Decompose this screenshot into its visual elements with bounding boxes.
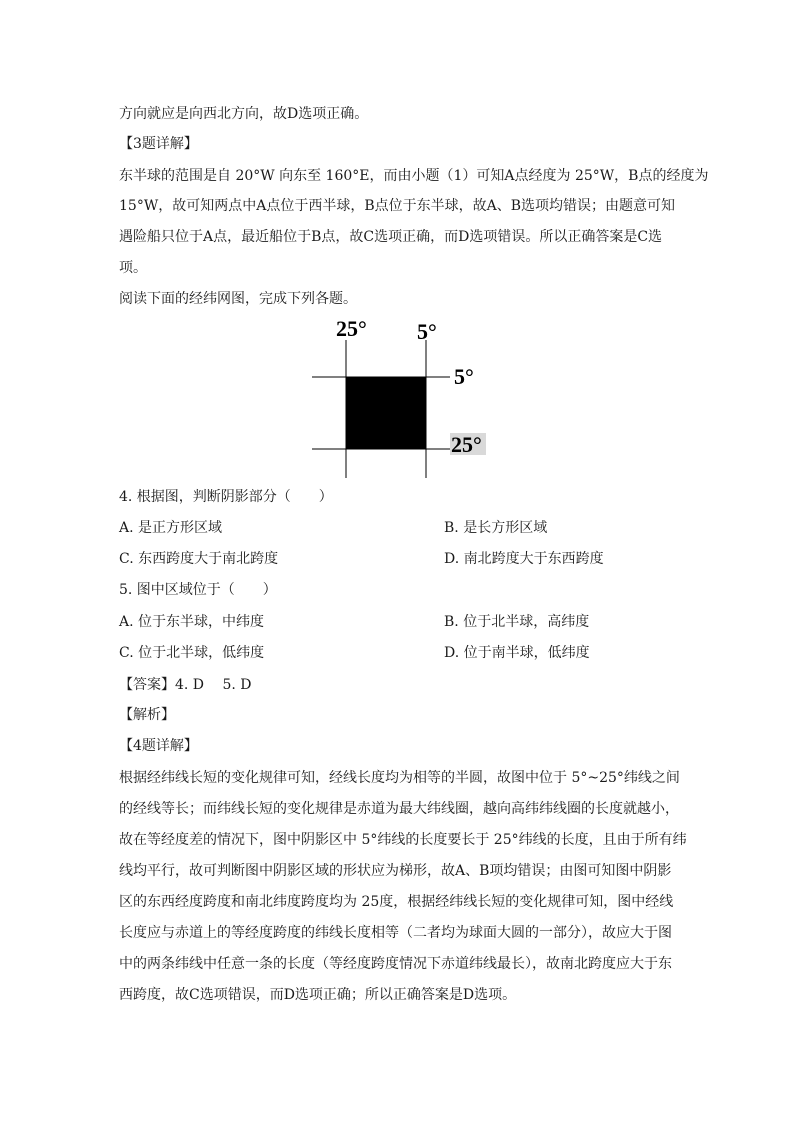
analysis-line: 线均平行，故可判断图中阴影区域的形状应为梯形，故A、B项均错误；由图可知图中阴影 (119, 863, 672, 879)
text-line: 遇险船只位于A点，最近船位于B点，故C选项正确，而D选项错误。所以正确答案是C选 (119, 229, 663, 245)
q4-option-c: C. 东西跨度大于南北跨度 (119, 551, 279, 567)
q4-option-a: A. 是正方形区域 (119, 520, 223, 536)
lon-right-label: 5° (417, 319, 437, 344)
analysis-line: 根据经纬线长短的变化规律可知，经线长度均为相等的半圆，故图中位于 5°~25°纬线之间 (119, 770, 680, 786)
text-line: 15°W，故可知两点中A点位于西半球，B点位于东半球，故A、B选项均错误；由题意可知 (119, 198, 675, 214)
q4-option-b: B. 是长方形区域 (444, 520, 548, 536)
lat-bottom-label: 25° (451, 432, 482, 457)
analysis-line: 西跨度，故C选项错误，而D选项正确；所以正确答案是D选项。 (119, 987, 517, 1003)
analysis-line: 的经线等长；而纬线长短的变化规律是赤道为最大纬线圈，越向高纬纬线圈的长度就越小， (119, 801, 679, 817)
q5-option-d: D. 位于南半球，低纬度 (444, 645, 590, 661)
shaded-region (346, 377, 426, 449)
text-line: 阅读下面的经纬网图，完成下列各题。 (119, 291, 357, 307)
question-4-stem: 4. 根据图，判断阴影部分（ ） (119, 489, 333, 505)
analysis-line: 故在等经度差的情况下，图中阴影区中 5°纬线的长度要长于 25°纬线的长度，且由于所有纬 (119, 832, 687, 848)
detail-4-heading: 【4题详解】 (119, 738, 198, 754)
question-5-stem: 5. 图中区域位于（ ） (119, 582, 277, 598)
lon-left-label: 25° (336, 316, 367, 341)
analysis-line: 区的东西经度跨度和南北纬度跨度均为 25度，根据经纬线长短的变化规律可知，图中经线 (119, 894, 674, 910)
q4-option-d: D. 南北跨度大于东西跨度 (444, 551, 604, 567)
text-line: 项。 (119, 260, 147, 276)
lat-top-label: 5° (454, 364, 474, 389)
section-heading: 【3题详解】 (119, 136, 198, 152)
text-line: 东半球的范围是自 20°W 向东至 160°E，而由小题（1）可知A点经度为 25°W，B点的经度为 (119, 168, 709, 184)
q5-option-b: B. 位于北半球，高纬度 (444, 614, 590, 630)
analysis-heading: 【解析】 (119, 707, 175, 723)
q5-option-a: A. 位于东半球，中纬度 (119, 614, 265, 630)
text-line: 方向就应是向西北方向，故D选项正确。 (119, 106, 369, 122)
analysis-line: 长度应与赤道上的等经度跨度的纬线长度相等（二者均为球面大圆的一部分），故应大于图 (119, 925, 672, 941)
lat-lon-grid-figure (300, 312, 500, 484)
answer-line: 【答案】4. D 5. D (119, 677, 252, 693)
analysis-line: 中的两条纬线中任意一条的长度（等经度跨度情况下赤道纬线最长），故南北跨度应大于东 (119, 956, 672, 972)
q5-option-c: C. 位于北半球，低纬度 (119, 645, 265, 661)
